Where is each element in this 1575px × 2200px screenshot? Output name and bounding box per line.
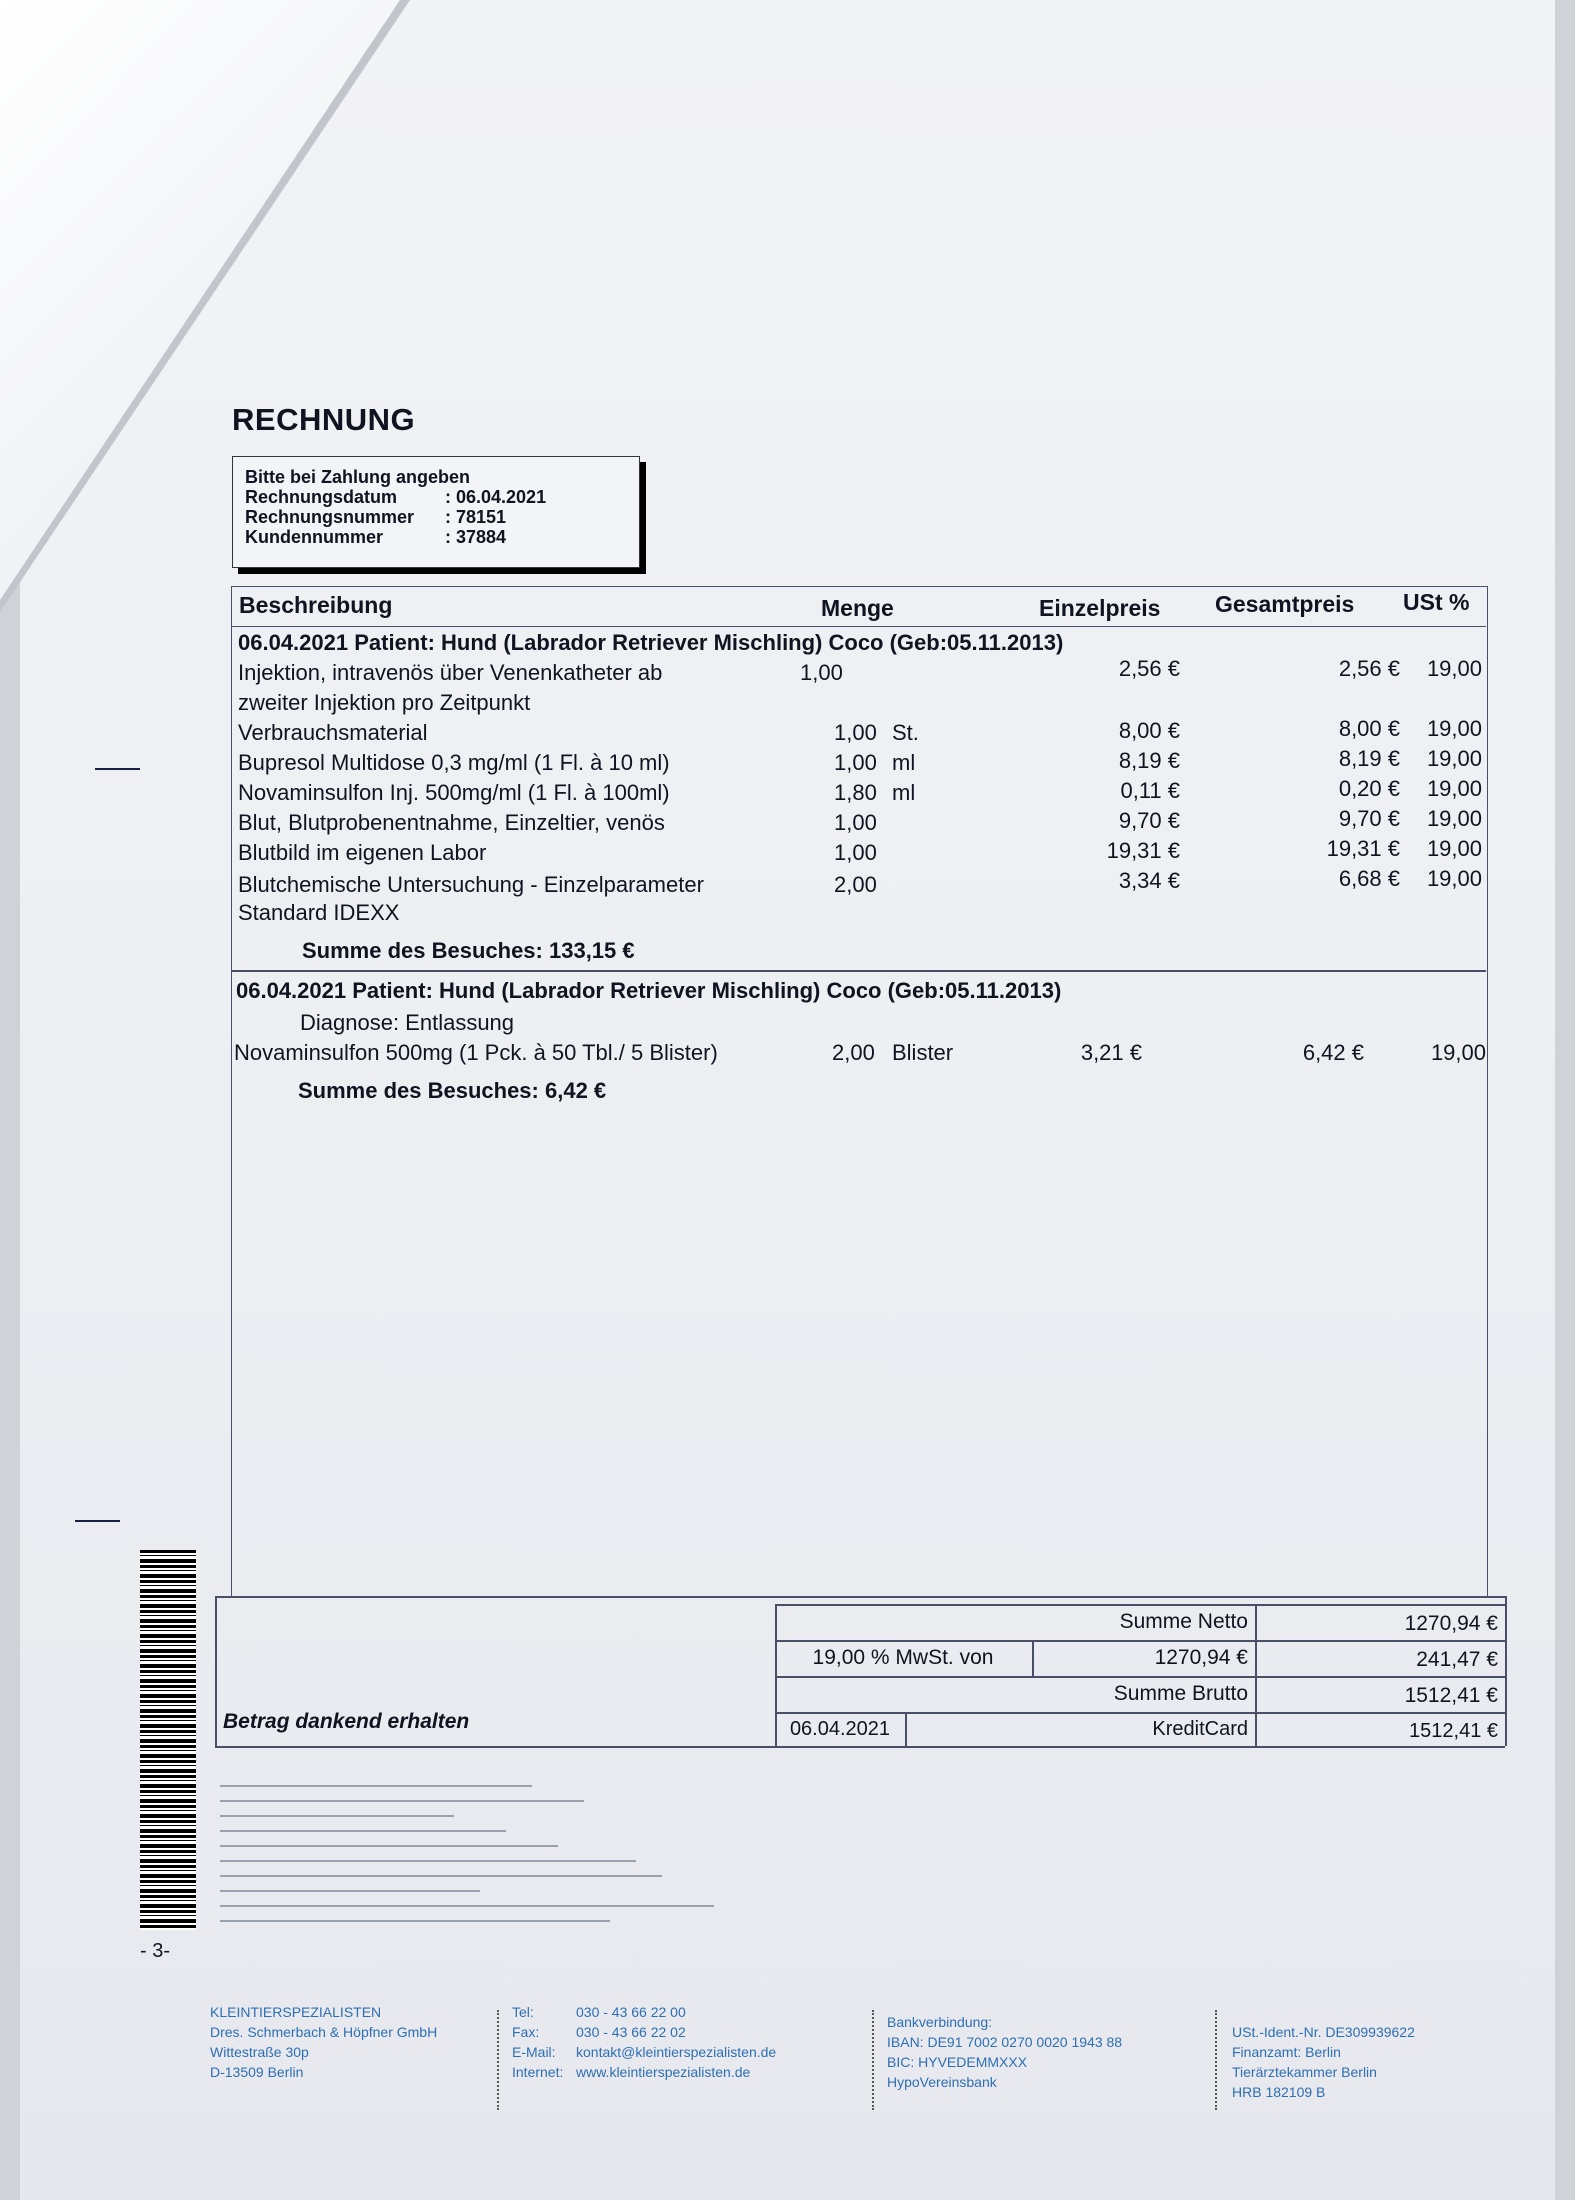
item-vat: 19,00	[1426, 746, 1482, 771]
totals-divider	[775, 1604, 777, 1746]
item-total-price: 9,70 €	[1338, 806, 1400, 831]
contact-label: E-Mail:	[512, 2044, 556, 2060]
visit-heading: 06.04.2021 Patient: Hund (Labrador Retriever Mischling) Coco (Geb:05.11.2013)	[236, 978, 1062, 1003]
payment-value: 1512,41 €	[1409, 1720, 1498, 1742]
item-total-price: 8,00 €	[1338, 716, 1400, 741]
info-label: Rechnungsnummer	[245, 507, 415, 527]
item-quantity: 1,80	[834, 780, 877, 805]
footer-line: Tierärztekammer Berlin	[1232, 2064, 1377, 2080]
totals-right-rule	[1505, 1596, 1507, 1746]
footer-line: Dres. Schmerbach & Höpfner GmbH	[210, 2024, 438, 2040]
item-vat: 19,00	[1426, 716, 1482, 741]
header-menge: Menge	[821, 595, 894, 621]
contact-label: Fax:	[512, 2024, 540, 2040]
footer-line: HypoVereinsbank	[887, 2074, 997, 2090]
contact-value: kontakt@kleintierspezialisten.de	[576, 2044, 777, 2060]
item-quantity: 2,00	[834, 872, 877, 897]
totals-rule	[775, 1604, 1505, 1606]
item-vat: 19,00	[1426, 836, 1482, 861]
item-description: Verbrauchsmaterial	[238, 720, 428, 745]
brutto-value: 1512,41 €	[1404, 1684, 1498, 1707]
item-quantity: 1,00	[834, 810, 877, 835]
footer-line	[512, 2062, 776, 2082]
info-label: Rechnungsdatum	[245, 487, 398, 507]
contact-value: 030 - 43 66 22 00	[576, 2004, 686, 2020]
contact-label: Internet:	[512, 2064, 564, 2080]
header-beschreibung: Beschreibung	[239, 592, 393, 618]
item-total-price: 19,31 €	[1326, 836, 1400, 861]
netto-label: Summe Netto	[1119, 1610, 1248, 1633]
contact-value: 030 - 43 66 22 02	[576, 2024, 686, 2040]
vat-value: 241,47 €	[1416, 1648, 1498, 1671]
info-heading: Bitte bei Zahlung angeben	[245, 467, 471, 487]
totals-rule	[775, 1640, 1505, 1642]
item-unit: St.	[892, 720, 919, 745]
item-quantity: 1,00	[834, 750, 877, 775]
info-value: : 37884	[445, 527, 507, 547]
footer-line	[512, 2002, 776, 2022]
vat-base-value: 1270,94 €	[1154, 1646, 1248, 1669]
info-row-invoice-number	[245, 507, 627, 527]
item-quantity: 2,00	[832, 1040, 875, 1065]
item-description: Novaminsulfon Inj. 500mg/ml (1 Fl. à 100ml)	[238, 780, 670, 805]
footer-line: IBAN: DE91 7002 0270 0020 1943 88	[887, 2034, 1123, 2050]
item-unit: ml	[892, 780, 916, 805]
item-description: Blutbild im eigenen Labor	[238, 840, 487, 865]
item-total-price: 6,68 €	[1338, 866, 1400, 891]
info-row-date	[245, 487, 627, 507]
totals-rule	[775, 1676, 1505, 1678]
footer-divider	[497, 2010, 499, 2110]
item-total-price: 2,56 €	[1338, 656, 1400, 681]
item-unit-price: 3,34 €	[1118, 868, 1180, 893]
info-row-customer-number	[245, 527, 627, 547]
footer-line	[512, 2022, 776, 2042]
item-unit-price: 0,11 €	[1120, 778, 1180, 803]
item-total-price: 8,19 €	[1338, 746, 1400, 771]
table-header	[231, 586, 1486, 627]
document-title: RECHNUNG	[232, 402, 416, 437]
info-label: Kundennummer	[245, 527, 384, 547]
footer-company	[210, 2002, 437, 2082]
payment-method: KreditCard	[1152, 1718, 1248, 1740]
header-ust: USt %	[1403, 589, 1470, 615]
header-gesamtpreis: Gesamtpreis	[1215, 591, 1355, 617]
visit-separator	[231, 970, 1486, 972]
item-quantity: 1,00	[834, 840, 877, 865]
item-quantity: 1,00	[834, 720, 877, 745]
item-unit-price: 3,21 €	[1080, 1040, 1142, 1065]
footer-line: D-13509 Berlin	[210, 2064, 304, 2080]
footer-legal	[1232, 2022, 1415, 2102]
footer-divider	[872, 2010, 874, 2110]
footer-line: KLEINTIERSPEZIALISTEN	[210, 2004, 382, 2020]
item-quantity: 1,00	[800, 660, 843, 685]
footer-line: Bankverbindung:	[887, 2014, 993, 2030]
visit-heading: 06.04.2021 Patient: Hund (Labrador Retriever Mischling) Coco (Geb:05.11.2013)	[238, 630, 1064, 655]
totals-divider	[1255, 1604, 1257, 1746]
footer-divider	[1215, 2010, 1217, 2110]
visit-sum: Summe des Besuches: 6,42 €	[298, 1078, 607, 1103]
footer-line: BIC: HYVEDEMMXXX	[887, 2054, 1028, 2070]
tse-fine-print	[220, 1772, 740, 1952]
totals-divider	[1032, 1640, 1034, 1676]
contact-label: Tel:	[512, 2004, 534, 2020]
fold-mark	[95, 768, 140, 770]
item-vat: 19,00	[1426, 866, 1482, 891]
item-unit-price: 8,19 €	[1118, 748, 1180, 773]
item-vat: 19,00	[1426, 656, 1482, 681]
totals-top-rule	[215, 1596, 1505, 1598]
item-description: Bupresol Multidose 0,3 mg/ml (1 Fl. à 10 ml)	[238, 750, 670, 775]
brutto-label: Summe Brutto	[1113, 1682, 1248, 1705]
item-vat: 19,00	[1426, 806, 1482, 831]
header-einzelpreis: Einzelpreis	[1039, 595, 1161, 621]
item-unit-price: 19,31 €	[1106, 838, 1180, 863]
item-unit: ml	[892, 750, 916, 775]
item-description: Blutchemische Untersuchung - Einzelparameter	[238, 872, 704, 897]
footer-bank	[887, 2012, 1122, 2092]
item-vat: 19,00	[1426, 776, 1482, 801]
footer-line	[512, 2042, 776, 2062]
item-total-price: 0,20 €	[1338, 776, 1400, 801]
info-value: : 78151	[445, 507, 507, 527]
footer-line: USt.-Ident.-Nr. DE309939622	[1232, 2024, 1415, 2040]
item-unit-price: 2,56 €	[1118, 656, 1180, 681]
totals-left-rule	[215, 1596, 217, 1746]
totals-bottom-rule	[215, 1746, 1505, 1748]
totals-divider	[905, 1712, 907, 1746]
payment-reference-box	[232, 456, 640, 568]
footer-line: Finanzamt: Berlin	[1232, 2044, 1341, 2060]
received-note: Betrag dankend erhalten	[223, 1710, 470, 1733]
item-description: Novaminsulfon 500mg (1 Pck. à 50 Tbl./ 5 Blister)	[234, 1040, 718, 1065]
item-description-cont: zweiter Injektion pro Zeitpunkt	[238, 690, 531, 715]
item-unit-price: 9,70 €	[1118, 808, 1180, 833]
vat-label: 19,00 % MwSt. von	[812, 1646, 994, 1669]
item-total-price: 6,42 €	[1302, 1040, 1364, 1065]
footer-line: Wittestraße 30p	[210, 2044, 309, 2060]
visit-sum: Summe des Besuches: 133,15 €	[302, 938, 635, 963]
punch-mark	[75, 1520, 120, 1522]
payment-date: 06.04.2021	[789, 1718, 891, 1740]
footer-contact	[512, 2002, 776, 2082]
barcode	[140, 1550, 196, 1930]
item-unit-price: 8,00 €	[1118, 718, 1180, 743]
page-number: - 3-	[140, 1940, 170, 1962]
item-vat: 19,00	[1430, 1040, 1486, 1065]
item-description: Injektion, intravenös über Venenkatheter ab	[238, 660, 663, 685]
item-unit: Blister	[892, 1040, 954, 1065]
netto-value: 1270,94 €	[1404, 1612, 1498, 1635]
visit-diagnosis: Diagnose: Entlassung	[300, 1010, 515, 1035]
item-description-cont: Standard IDEXX	[238, 900, 400, 925]
footer-line: HRB 182109 B	[1232, 2084, 1326, 2100]
contact-value: www.kleintierspezialisten.de	[576, 2064, 751, 2080]
info-value: : 06.04.2021	[445, 487, 547, 507]
item-description: Blut, Blutprobenentnahme, Einzeltier, venös	[238, 810, 665, 835]
totals-rule	[775, 1712, 1505, 1714]
